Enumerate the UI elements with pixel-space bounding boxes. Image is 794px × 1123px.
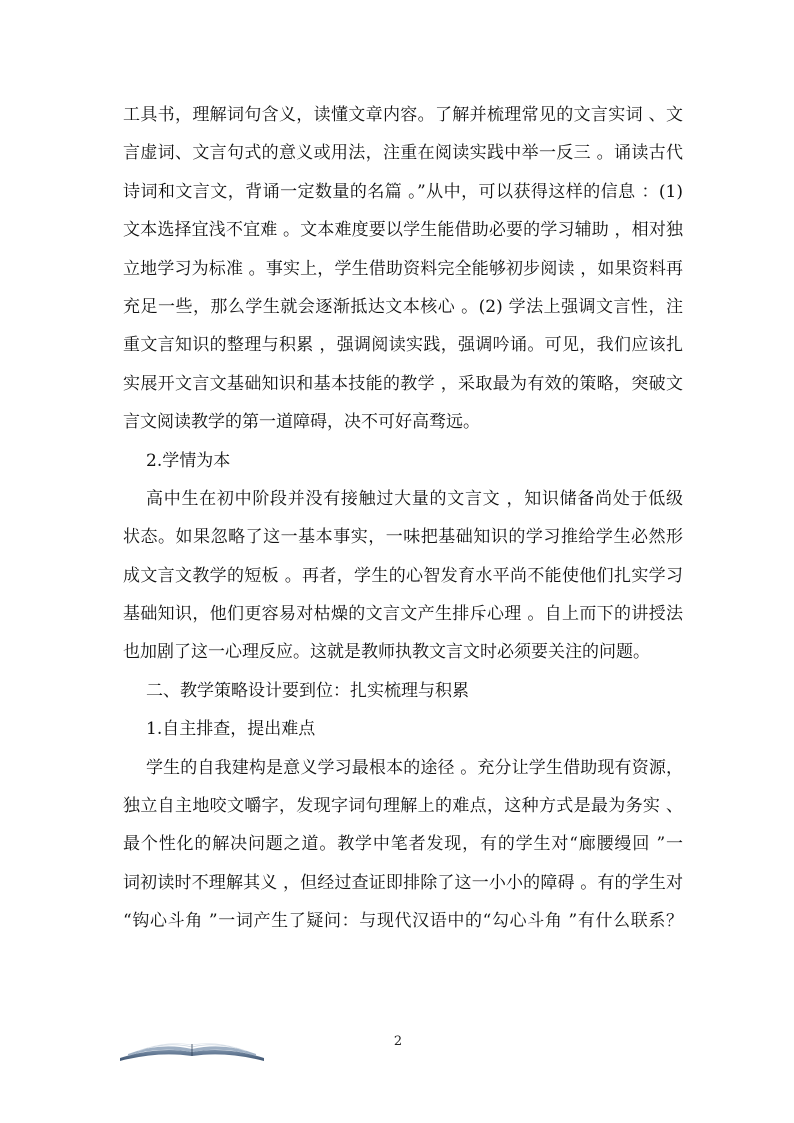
paragraph-2 (123, 480, 683, 672)
text-line: 重文言知识的整理与积累 ，强调阅读实践，强调吟诵。可见，我们应该扎 (123, 335, 683, 356)
text-line: 诗词和文言文，背诵一定数量的名篇 。”从中，可以获得这样的信息 ：(1) (123, 181, 683, 202)
document-body (123, 96, 683, 941)
text-line: 工具书，理解词句含义，读懂文章内容。了解并梳理常见的文言实词 、文 (123, 105, 683, 125)
text-line: 基础知识，他们更容易对枯燥的文言文产生排斥心理 。自上而下的讲授法 (123, 604, 683, 625)
text-line: 学生的自我建构是意义学习最根本的途径 。充分让学生借助现有资源， (146, 757, 683, 778)
section-heading-teaching-strategy: 二、教学策略设计要到位：扎实梳理与积累 (146, 680, 469, 701)
text-line: 立地学习为标准 。事实上，学生借助资料完全能够初步阅读 ，如果资料再 (123, 258, 683, 279)
text-line: 成文言文教学的短板 。再者，学生的心智发育水平尚不能使他们扎实学习 (123, 565, 683, 586)
text-line: 独立自主地咬文嚼字，发现字词句理解上的难点，这种方式是最为务实 、 (123, 796, 683, 817)
subheading-self-check: 1.自主排查，提出难点 (146, 719, 316, 740)
text-line: 言文阅读教学的第一道障碍，决不可好高骛远。 (123, 412, 480, 433)
paragraph-1 (123, 96, 683, 442)
page-number: 2 (393, 1034, 403, 1049)
paragraph-3 (123, 749, 683, 941)
text-line: 最个性化的解决问题之道。教学中笔者发现，有的学生对“廊腰缦回 ”一 (123, 834, 683, 855)
text-line: 词初读时不理解其义 ，但经过查证即排除了这一小小的障碍 。有的学生对 (123, 872, 683, 893)
text-line: 文本选择宜浅不宜难 。文本难度要以学生能借助必要的学习辅助 ，相对独 (123, 220, 683, 241)
text-line: 言虚词、文言句式的意义或用法，注重在阅读实践中举一反三 。诵读古代 (123, 143, 683, 164)
text-line: 实展开文言文基础知识和基本技能的教学 ，采取最为有效的策略，突破文 (123, 373, 683, 394)
open-book-icon (118, 1036, 266, 1062)
text-line: 充足一些，那么学生就会逐渐抵达文本核心 。(2) 学法上强调文言性，注 (123, 296, 683, 317)
text-line: “钩心斗角 ”一词产生了疑问：与现代汉语中的“勾心斗角 ”有什么联系？ (123, 911, 683, 932)
text-line: 状态。如果忽略了这一基本事实，一味把基础知识的学习推给学生必然形 (123, 527, 683, 548)
text-line: 高中生在初中阶段并没有接触过大量的文言文 ，知识储备尚处于低级 (146, 488, 683, 509)
text-line: 也加剧了这一心理反应。这就是教师执教文言文时必须要关注的问题。 (123, 642, 650, 663)
subheading-learning-situation: 2.学情为本 (146, 450, 231, 471)
